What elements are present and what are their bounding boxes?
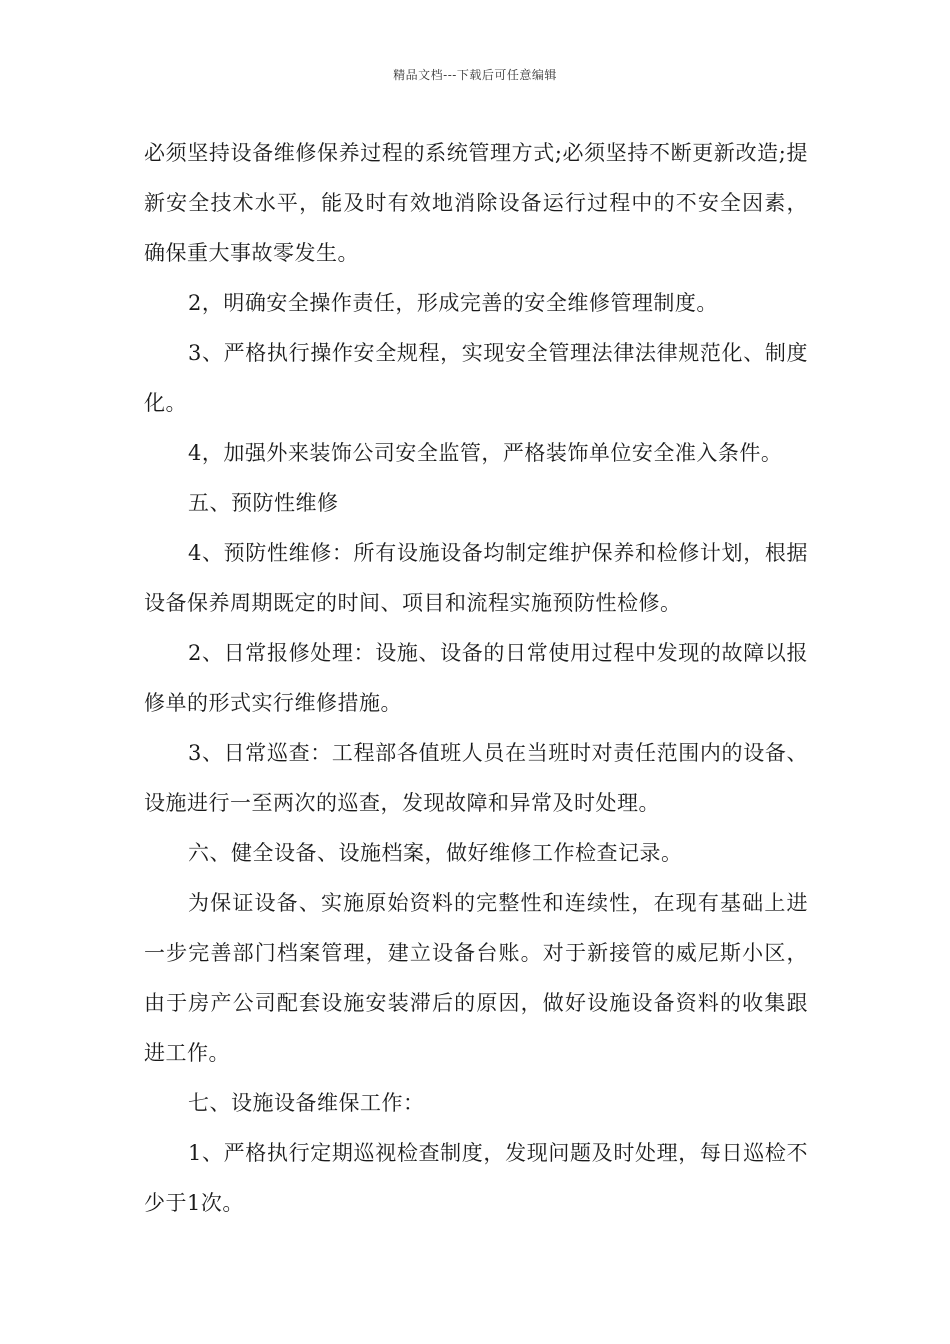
paragraph: 4，加强外来装饰公司安全监管，严格装饰单位安全准入条件。 bbox=[188, 441, 783, 465]
paragraph: 4、预防性维修：所有设施设备均制定维护保养和检修计划，根据设备保养周期既定的时间、项目和流程实施预防性检修。 bbox=[144, 541, 808, 615]
paragraph: 必须坚持设备维修保养过程的系统管理方式;必须坚持不断更新改造;提新安全技术水平，能及时有效地消除设备运行过程中的不安全因素，确保重大事故零发生。 bbox=[144, 141, 808, 265]
paragraph: 2，明确安全操作责任，形成完善的安全维修管理制度。 bbox=[188, 291, 718, 315]
paragraph: 1、严格执行定期巡视检查制度，发现问题及时处理，每日巡检不少于1次。 bbox=[144, 1141, 808, 1215]
paragraph: 3、日常巡查：工程部各值班人员在当班时对责任范围内的设备、设施进行一至两次的巡查，发现故障和异常及时处理。 bbox=[144, 741, 808, 815]
page-header: 精品文档---下载后可任意编辑 bbox=[393, 68, 557, 82]
paragraph: 为保证设备、实施原始资料的完整性和连续性，在现有基础上进一步完善部门档案管理，建立设备台账。对于新接管的威尼斯小区，由于房产公司配套设施安装滞后的原因，做好设施设备资料的收集跟进工作。 bbox=[144, 891, 808, 1065]
section-heading: 五、预防性维修 bbox=[188, 491, 339, 515]
document-body bbox=[144, 128, 808, 1228]
paragraph: 2、日常报修处理：设施、设备的日常使用过程中发现的故障以报修单的形式实行维修措施。 bbox=[144, 641, 808, 715]
section-heading: 七、设施设备维保工作： bbox=[188, 1091, 425, 1115]
section-heading: 六、健全设备、设施档案，做好维修工作检查记录。 bbox=[188, 841, 683, 865]
paragraph: 3、严格执行操作安全规程，实现安全管理法律法律规范化、制度化。 bbox=[144, 341, 808, 415]
